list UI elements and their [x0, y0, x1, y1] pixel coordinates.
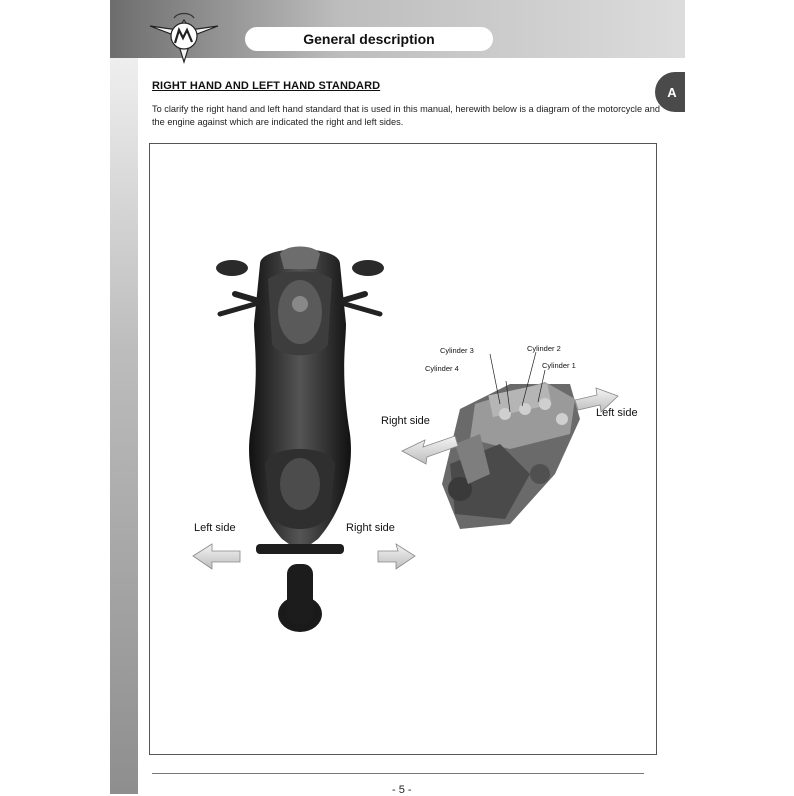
moto-right-arrow	[378, 544, 415, 569]
page-title: General description	[245, 27, 493, 51]
engine-illustration	[442, 382, 580, 529]
figure-illustration	[150, 144, 658, 756]
moto-right-side-label: Right side	[346, 522, 395, 534]
brand-logo	[148, 6, 220, 64]
engine-left-side-label: Left side	[596, 407, 638, 419]
section-heading: RIGHT HAND AND LEFT HAND STANDARD	[152, 80, 381, 92]
cylinder-3-label: Cylinder 3	[440, 346, 474, 355]
moto-left-side-label: Left side	[194, 522, 236, 534]
cylinder-4-label: Cylinder 4	[425, 364, 459, 373]
page-number: - 5 -	[392, 784, 412, 796]
cylinder-1-label: Cylinder 1	[542, 361, 576, 370]
cylinder-2-label: Cylinder 2	[527, 344, 561, 353]
moto-left-arrow	[193, 544, 240, 569]
motorcycle-top-view	[216, 247, 384, 633]
intro-paragraph: To clarify the right hand and left hand standard that is used in this manual, herewith below is a diagram of the motorcycle and the engine against which are indicated the right and left sides.	[152, 104, 660, 127]
footer-rule	[152, 773, 644, 774]
sidebar-gradient	[110, 50, 138, 794]
section-tab: A	[655, 72, 685, 112]
figure-frame	[149, 143, 657, 755]
engine-right-side-label: Right side	[381, 415, 430, 427]
